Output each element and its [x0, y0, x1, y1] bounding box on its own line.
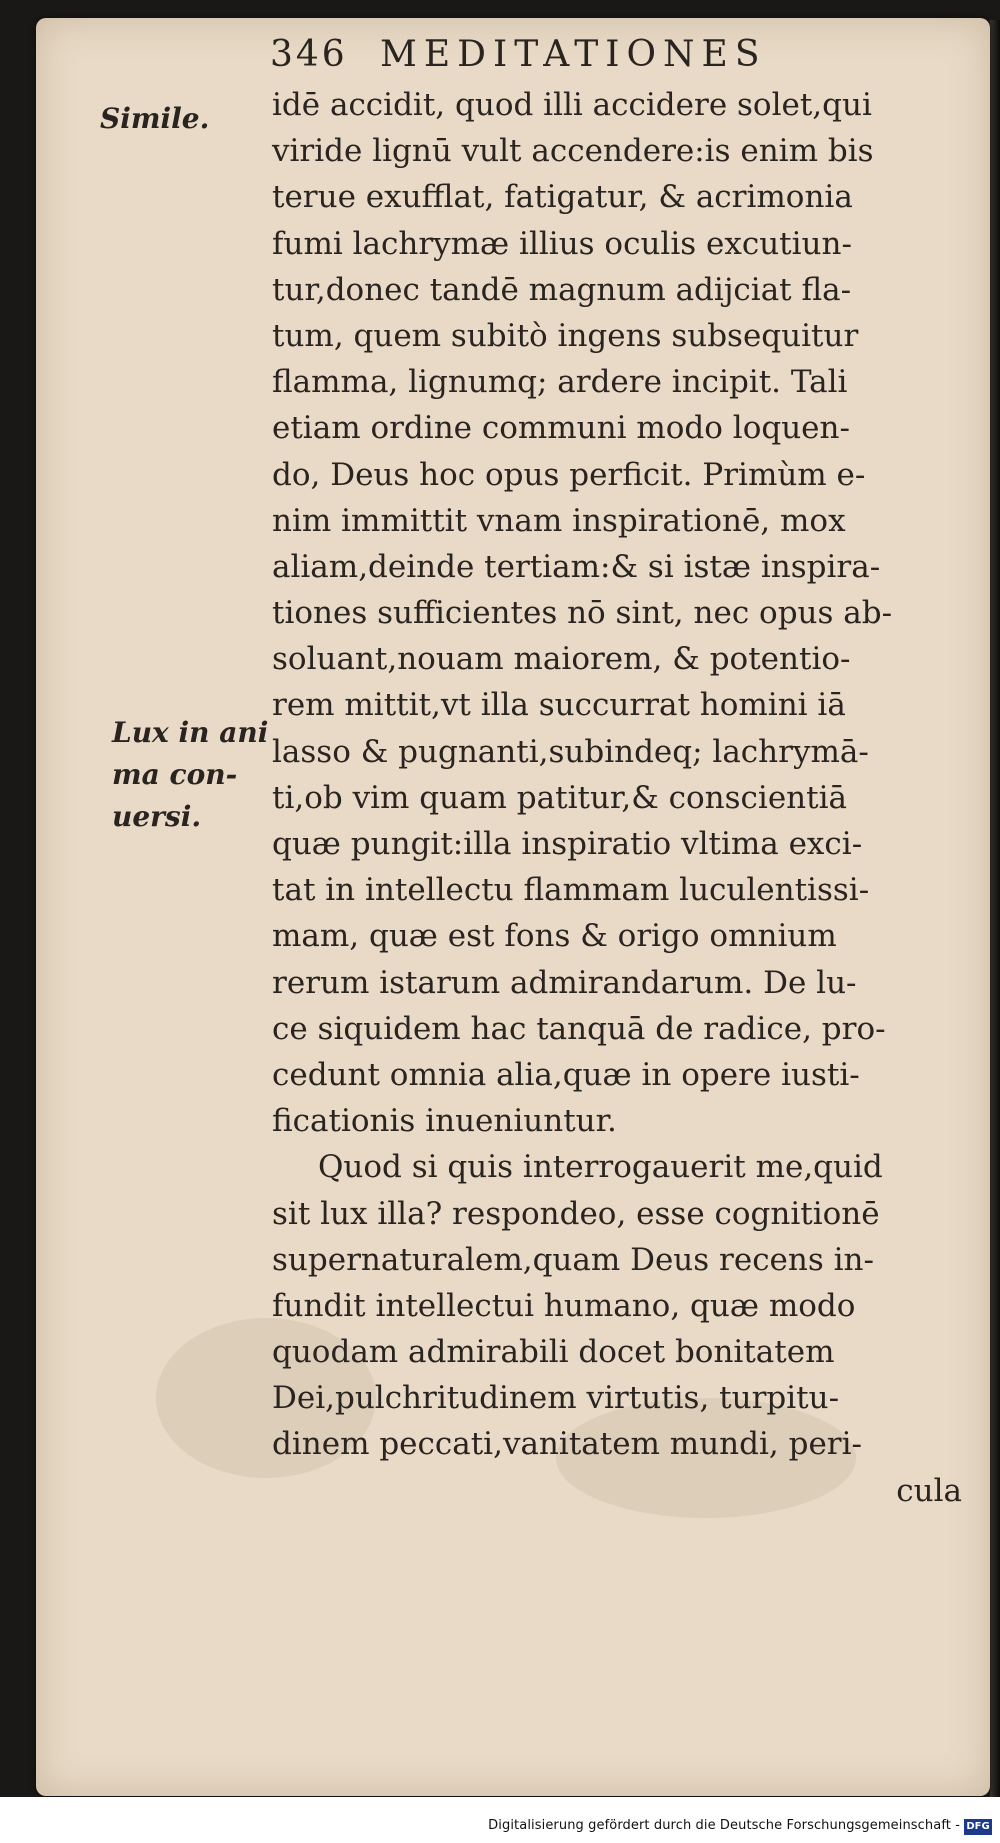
- marginal-note-line: uersi.: [112, 800, 202, 833]
- text-line: ficationis inueniuntur.: [272, 1103, 617, 1140]
- text-line: aliam,deinde tertiam:& si istæ inspira-: [272, 548, 881, 585]
- text-line: cedunt omnia alia,quæ in opere iusti-: [272, 1056, 860, 1093]
- text-line: fumi lachrymæ illius oculis excutiun-: [272, 225, 852, 262]
- funding-credit: Digitalisierung gefördert durch die Deutsche Forschungsgemeinschaft -: [488, 1818, 960, 1833]
- marginal-note-lux: [112, 712, 268, 838]
- marginal-note-simile: [100, 98, 209, 140]
- running-title: MEDITATIONES: [380, 34, 767, 75]
- catchword: cula: [896, 1472, 962, 1509]
- text-line: fundit intellectui humano, quæ modo: [272, 1287, 856, 1324]
- book-edge: [990, 20, 1000, 1800]
- text-line: ce siquidem hac tanquā de radice, pro-: [272, 1010, 886, 1047]
- page-number: 346: [270, 34, 348, 75]
- marginal-note-line: Simile.: [100, 102, 210, 135]
- text-line: etiam ordine communi modo loquen-: [272, 410, 850, 447]
- text-line: tur,donec tandē magnum adijciat fla-: [272, 271, 852, 308]
- text-line: dinem peccati,vanitatem mundi, peri-: [272, 1426, 862, 1463]
- text-line: rem mittit,vt illa succurrat homini iā: [272, 687, 846, 724]
- text-line: soluant,nouam maiorem, & potentio-: [272, 641, 851, 678]
- text-line: rerum istarum admirandarum. De lu-: [272, 964, 857, 1001]
- body-text: [272, 82, 972, 1514]
- text-line: nim immittit vnam inspirationē, mox: [272, 502, 846, 539]
- text-line: idē accidit, quod illi accidere solet,qui: [272, 87, 872, 123]
- text-line: quæ pungit:illa inspiratio vltima exci-: [272, 826, 863, 862]
- text-line: viride lignū vult accendere:is enim bis: [272, 133, 874, 170]
- text-line-paragraph-start: Quod si quis interrogauerit me,quid: [318, 1149, 883, 1186]
- dfg-logo: DFG: [964, 1819, 992, 1835]
- footer-strip: [0, 1797, 1000, 1843]
- text-line: ti,ob vim quam patitur,& conscientiā: [272, 779, 847, 816]
- marginal-note-line: Lux in ani: [112, 716, 269, 749]
- text-line: supernaturalem,quam Deus recens in-: [272, 1241, 874, 1278]
- text-line: mam, quæ est fons & origo omnium: [272, 918, 837, 955]
- text-line: quodam admirabili docet bonitatem: [272, 1334, 835, 1371]
- text-line: Dei,pulchritudinem virtutis, turpitu-: [272, 1380, 840, 1417]
- text-line: sit lux illa? respondeo, esse cognitionē: [272, 1195, 880, 1232]
- text-line: tiones sufficientes nō sint, nec opus ab-: [272, 595, 893, 632]
- text-line: tat in intellectu flammam luculentissi-: [272, 872, 870, 909]
- text-line: tum, quem subitò ingens subsequitur: [272, 317, 859, 354]
- text-line: do, Deus hoc opus perficit. Primùm e-: [272, 456, 866, 493]
- text-line: lasso & pugnanti,subindeq; lachrymā-: [272, 733, 869, 770]
- page-header: [270, 34, 970, 82]
- text-line: terue exufflat, fatigatur, & acrimonia: [272, 179, 853, 216]
- marginal-note-line: ma con-: [112, 758, 238, 791]
- text-line: flamma, lignumq; ardere incipit. Tali: [272, 364, 848, 401]
